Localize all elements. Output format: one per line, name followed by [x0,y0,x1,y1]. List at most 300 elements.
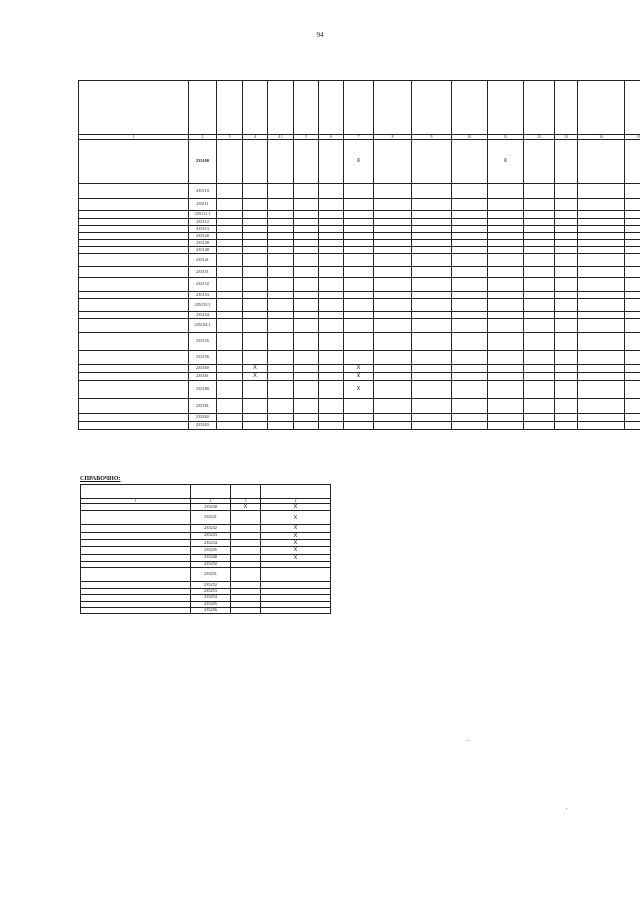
value-cell [374,399,412,414]
reference-row [81,525,331,532]
value-cell [374,233,412,240]
value-cell [344,278,374,292]
x-mark: X [293,532,298,539]
value-cell [625,240,640,247]
value-cell [625,422,640,430]
indicator-name [79,233,189,240]
value-cell [555,211,578,219]
table-row [79,312,640,319]
value-cell [294,373,319,381]
value-cell [488,292,524,299]
reference-area-cell [231,540,261,547]
indicator-name [79,292,189,299]
reference-row-code: 235232 [191,525,231,532]
reference-area-cell [231,607,261,613]
row-code: 235110 [189,184,217,199]
value-cell [344,422,374,430]
column-header [488,81,524,135]
value-cell [243,422,268,430]
value-cell [412,184,452,199]
value-cell [524,414,555,422]
value-cell [625,399,640,414]
value-cell [268,226,294,233]
unit-of-measure [217,365,243,373]
value-cell [319,381,344,399]
value-cell [268,233,294,240]
table-row [79,140,640,184]
value-cell [578,319,625,333]
unit-of-measure [217,319,243,333]
x-mark: X [293,514,298,521]
value-cell [268,278,294,292]
value-cell [294,240,319,247]
indicator-name [79,211,189,219]
value-cell [488,278,524,292]
table-row [79,351,640,365]
value-cell [452,278,488,292]
value-cell [294,140,319,184]
value-cell [524,247,555,254]
table-row [79,381,640,399]
column-number: 8 [374,135,412,140]
value-cell [294,399,319,414]
value-cell [268,240,294,247]
value-cell [344,414,374,422]
value-cell [555,381,578,399]
reference-sum-cell [261,568,331,582]
value-cell [488,199,524,211]
value-cell [488,219,524,226]
reference-row-code: 235250 [191,562,231,568]
column-header [578,81,625,135]
column-header [243,81,268,135]
value-cell [578,299,625,312]
table-row [79,399,640,414]
reference-row [81,547,331,554]
column-header [294,81,319,135]
value-cell [294,226,319,233]
value-cell [488,184,524,199]
value-cell [578,211,625,219]
value-cell [319,247,344,254]
value-cell [578,219,625,226]
reference-indicator-name [81,554,191,561]
value-cell [319,373,344,381]
unit-of-measure [217,240,243,247]
reference-indicator-name [81,532,191,539]
column-number: 10 [452,135,488,140]
value-cell [412,199,452,211]
value-cell [294,278,319,292]
table-row [79,211,640,219]
reference-area-cell [231,568,261,582]
table-header-row [79,81,640,135]
value-cell [344,219,374,226]
value-cell [412,219,452,226]
reference-row-code: 235233 [191,532,231,539]
value-cell [344,184,374,199]
table-row [79,414,640,422]
value-cell [294,351,319,365]
reference-sum-cell [261,532,331,539]
value-cell [294,333,319,351]
value-cell [268,365,294,373]
table-row [79,365,640,373]
value-cell [524,351,555,365]
row-code: 235183 [189,422,217,430]
reference-column-header [81,485,191,499]
reference-column-header [231,485,261,499]
value-cell [452,381,488,399]
value-cell [452,247,488,254]
value-cell [319,267,344,278]
value-cell [294,233,319,240]
reference-column-number: 2 [191,499,231,504]
reference-row-code: 235255 [191,601,231,607]
reference-indicator-name [81,540,191,547]
value-cell [524,299,555,312]
row-code: 235120 [189,233,217,240]
table-row [79,278,640,292]
x-mark: X [253,373,257,380]
table-row [79,199,640,211]
value-cell [319,184,344,199]
value-cell [268,351,294,365]
value-cell [268,381,294,399]
table-row [79,254,640,267]
value-cell [319,422,344,430]
value-cell [374,422,412,430]
x-mark: X [293,504,298,511]
value-cell [578,247,625,254]
value-cell [452,319,488,333]
value-cell [578,184,625,199]
value-cell [488,140,524,184]
value-cell [488,414,524,422]
scan-speck [566,808,567,809]
value-cell [524,226,555,233]
value-cell [344,319,374,333]
value-cell [488,247,524,254]
value-cell [344,292,374,299]
value-cell [374,211,412,219]
row-code: 235151 [189,267,217,278]
unit-of-measure [217,254,243,267]
reference-row [81,568,331,582]
value-cell [319,254,344,267]
indicator-name [79,373,189,381]
value-cell [488,233,524,240]
value-cell [578,312,625,319]
value-cell [319,140,344,184]
value-cell [555,278,578,292]
value-cell [268,422,294,430]
value-cell [625,351,640,365]
indicator-name [79,414,189,422]
indicator-name [79,351,189,365]
row-code: 235130 [189,240,217,247]
value-cell [578,365,625,373]
value-cell [374,319,412,333]
value-cell [243,233,268,240]
reference-sum-cell [261,607,331,613]
reference-row-code: 235251 [191,568,231,582]
unit-of-measure [217,184,243,199]
column-number: 14 [578,135,625,140]
value-cell [344,312,374,319]
value-cell [452,219,488,226]
reference-sum-cell [261,554,331,561]
column-header [268,81,294,135]
value-cell [344,351,374,365]
value-cell [319,211,344,219]
column-header [189,81,217,135]
reference-row [81,511,331,525]
indicator-name [79,254,189,267]
value-cell [412,140,452,184]
value-cell [524,199,555,211]
value-cell [374,312,412,319]
value-cell [319,292,344,299]
value-cell [412,247,452,254]
value-cell [294,381,319,399]
value-cell [268,140,294,184]
reference-row-code: 235240 [191,554,231,561]
value-cell [374,199,412,211]
value-cell [374,351,412,365]
value-cell [555,414,578,422]
value-cell [524,292,555,299]
x-mark: X [356,386,361,393]
value-cell [374,414,412,422]
value-cell [374,365,412,373]
value-cell [243,211,268,219]
value-cell [243,140,268,184]
value-cell [452,267,488,278]
value-cell [625,140,640,184]
value-cell [268,254,294,267]
value-cell [268,184,294,199]
column-number: 13 [555,135,578,140]
value-cell [344,333,374,351]
reference-area-cell [231,532,261,539]
reference-row-code: 235254 [191,595,231,601]
reference-row [81,540,331,547]
value-cell [412,240,452,247]
row-code: 235112 [189,219,217,226]
column-header [374,81,412,135]
value-cell [268,312,294,319]
value-cell [452,233,488,240]
reference-title: СПРАВОЧНО: [80,476,121,482]
indicator-name [79,219,189,226]
value-cell [625,333,640,351]
unit-of-measure [217,373,243,381]
value-cell [412,365,452,373]
value-cell [412,312,452,319]
value-cell [374,278,412,292]
value-cell [374,381,412,399]
value-cell [344,365,374,373]
reference-indicator-name [81,504,191,511]
row-code: 235180 [189,381,217,399]
value-cell [578,422,625,430]
value-cell [555,140,578,184]
reference-row-code: 235253 [191,588,231,594]
indicator-name [79,381,189,399]
value-cell [268,373,294,381]
value-cell [243,414,268,422]
reference-indicator-name [81,547,191,554]
value-cell [625,184,640,199]
value-cell [412,278,452,292]
value-cell [555,254,578,267]
value-cell [344,299,374,312]
value-cell [452,399,488,414]
indicator-name [79,333,189,351]
reference-row-code: 235230 [191,504,231,511]
indicator-name [79,312,189,319]
value-cell [625,267,640,278]
reference-row [81,607,331,613]
reference-column-header [261,485,331,499]
value-cell [243,365,268,373]
value-cell [452,226,488,233]
reference-row-code: 235234 [191,540,231,547]
value-cell [524,333,555,351]
value-cell [524,422,555,430]
column-number: 2 [189,135,217,140]
value-cell [625,381,640,399]
value-cell [524,211,555,219]
table-row [79,240,640,247]
value-cell [488,299,524,312]
x-mark: X [293,547,298,554]
value-cell [294,422,319,430]
reference-sum-cell [261,504,331,511]
indicator-name [79,226,189,233]
value-cell [578,233,625,240]
value-cell [625,247,640,254]
value-cell [578,381,625,399]
value-cell [319,351,344,365]
value-cell [625,226,640,233]
value-cell [319,312,344,319]
value-cell [524,278,555,292]
value-cell [452,292,488,299]
value-cell [452,414,488,422]
column-number: 1 [79,135,189,140]
value-cell [319,240,344,247]
value-cell [294,292,319,299]
value-cell [374,373,412,381]
reference-area-cell [231,511,261,525]
reference-area-cell [231,547,261,554]
value-cell [374,219,412,226]
unit-of-measure [217,381,243,399]
value-cell [555,267,578,278]
value-cell [374,247,412,254]
column-header [412,81,452,135]
value-cell [374,240,412,247]
row-code: 235153.1 [189,299,217,312]
value-cell [524,219,555,226]
value-cell [625,292,640,299]
value-cell [412,299,452,312]
indicator-name [79,140,189,184]
reference-area-cell [231,504,261,511]
column-number: 9 [412,135,452,140]
value-cell [243,381,268,399]
value-cell [319,199,344,211]
value-cell [524,399,555,414]
value-cell [344,373,374,381]
table-row [79,299,640,312]
table-row [79,422,640,430]
value-cell [524,140,555,184]
value-cell [344,247,374,254]
reference-row-code: 235256 [191,607,231,613]
reference-sum-cell [261,525,331,532]
value-cell [524,184,555,199]
reference-indicator-name [81,568,191,582]
value-cell [578,240,625,247]
value-cell [452,312,488,319]
value-cell [452,365,488,373]
column-number: 12 [524,135,555,140]
value-cell [488,211,524,219]
value-cell [452,333,488,351]
value-cell [625,219,640,226]
column-header [344,81,374,135]
unit-of-measure [217,226,243,233]
reference-indicator-name [81,525,191,532]
row-code: 235153 [189,292,217,299]
value-cell [319,226,344,233]
value-cell [294,184,319,199]
table-row [79,247,640,254]
row-code: 235154 [189,312,217,319]
table-row [79,373,640,381]
row-code: 235100 [189,140,217,184]
value-cell [268,199,294,211]
value-cell [578,278,625,292]
value-cell [412,422,452,430]
value-cell [243,278,268,292]
indicator-name [79,184,189,199]
value-cell [488,312,524,319]
value-cell [578,199,625,211]
indicator-name [79,422,189,430]
reference-area-cell [231,554,261,561]
value-cell [294,365,319,373]
value-cell [452,240,488,247]
value-cell [625,254,640,267]
value-cell [625,312,640,319]
row-code: 235160 [189,365,217,373]
reference-row [81,554,331,561]
value-cell [344,199,374,211]
reference-row-code: 235252 [191,582,231,588]
indicator-name [79,240,189,247]
table-row [79,226,640,233]
value-cell [488,254,524,267]
value-cell [319,278,344,292]
indicator-name [79,319,189,333]
x-mark: X [356,158,361,165]
column-number: 4 [243,135,268,140]
value-cell [452,199,488,211]
